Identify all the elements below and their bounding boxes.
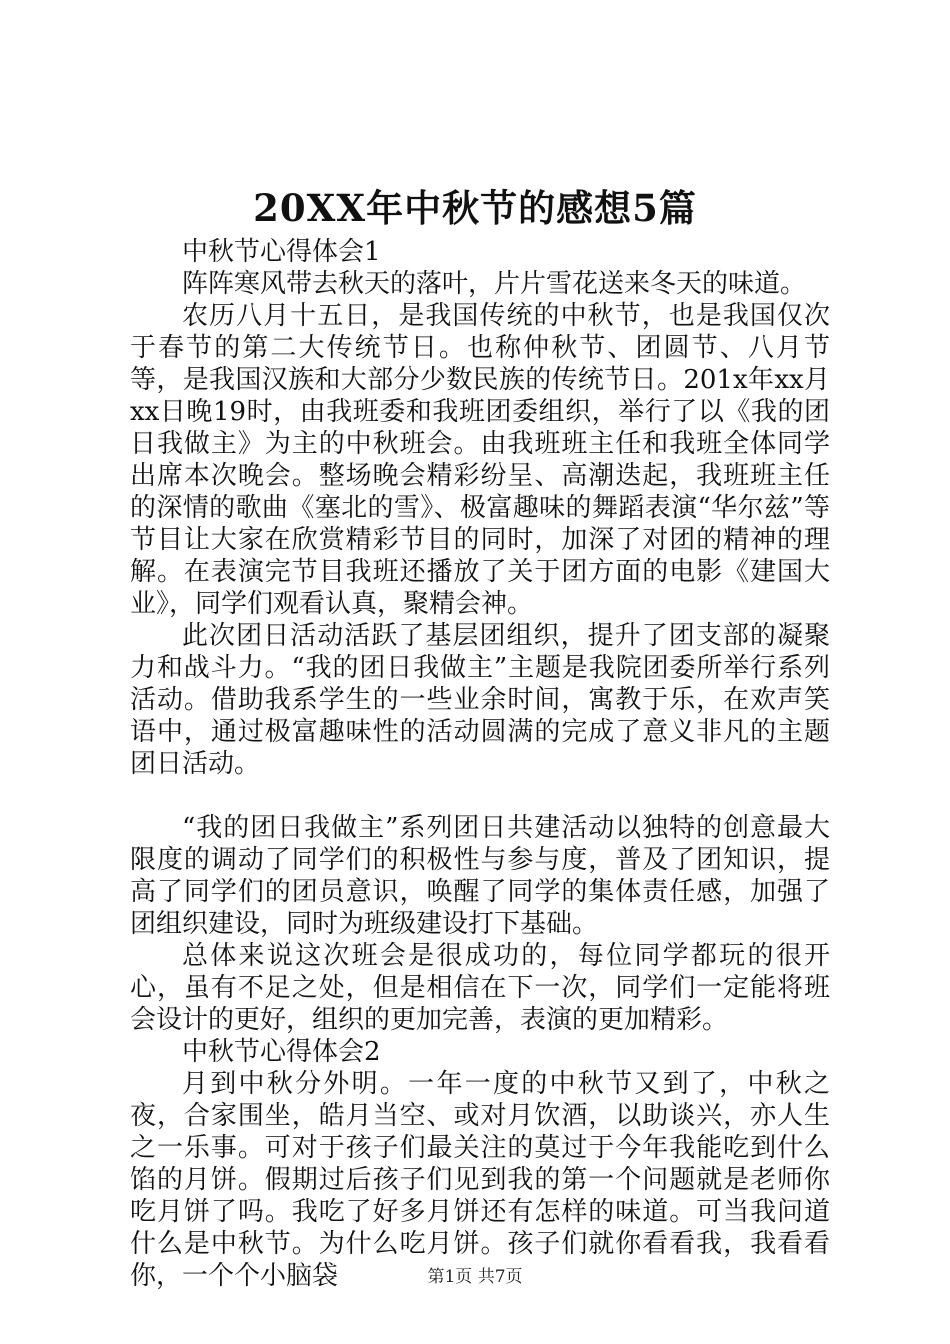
document-body xyxy=(130,236,830,1292)
section-heading-2: 中秋节心得体会2 xyxy=(182,1037,381,1067)
page-footer: 第1页 共7页 xyxy=(427,1267,523,1287)
section-heading-1: 中秋节心得体会1 xyxy=(182,237,381,267)
paragraph: 此次团日活动活跃了基层团组织，提升了团支部的凝聚力和战斗力。“我的团日我做主”主题是我院团委所举行系列活动。借助我系学生的一些业余时间，寓教于乐，在欢声笑语中，通过极富趣味性的活动圆满的完成了意义非凡的主题团日活动。 xyxy=(130,621,830,779)
paragraph: 阵阵寒风带去秋天的落叶，片片雪花送来冬天的味道。 xyxy=(182,269,807,299)
paragraph: “我的团日我做主”系列团日共建活动以独特的创意最大限度的调动了同学们的积极性与参与度，普及了团知识，提高了同学们的团员意识，唤醒了同学的集体责任感，加强了团组织建设，同时为班级建设打下基础。 xyxy=(130,813,830,939)
document-title: 20XX年中秋节的感想5篇 xyxy=(253,186,697,230)
paragraph: 月到中秋分外明。一年一度的中秋节又到了，中秋之夜，合家围坐，皓月当空、或对月饮酒，以助谈兴，亦人生之一乐事。可对于孩子们最关注的莫过于今年我能吃到什么馅的月饼。假期过后孩子们见到我的第一个问题就是老师你吃月饼了吗。我吃了好多月饼还有怎样的味道。可当我问道什么是中秋节。为什么吃月饼。孩子们就你看看我，我看看你，一个个小脑袋 xyxy=(130,1069,830,1291)
paragraph: 农历八月十五日，是我国传统的中秋节，也是我国仅次于春节的第二大传统节日。也称仲秋节、团圆节、八月节等，是我国汉族和大部分少数民族的传统节日。201x年xx月xx日晚19时，由我班委和我班团委组织，举行了以《我的团日我做主》为主的中秋班会。由我班班主任和我班全体同学出席本次晚会。整场晚会精彩纷呈、高潮迭起，我班班主任的深情的歌曲《塞北的雪》、极富趣味的舞蹈表演“华尔兹”等节目让大家在欣赏精彩节目的同时，加深了对团的精神的理解。在表演完节目我班还播放了关于团方面的电影《建国大业》，同学们观看认真，聚精会神。 xyxy=(130,301,830,619)
paragraph: 总体来说这次班会是很成功的，每位同学都玩的很开心，虽有不足之处，但是相信在下一次，同学们一定能将班会设计的更好，组织的更加完善，表演的更加精彩。 xyxy=(130,941,830,1035)
